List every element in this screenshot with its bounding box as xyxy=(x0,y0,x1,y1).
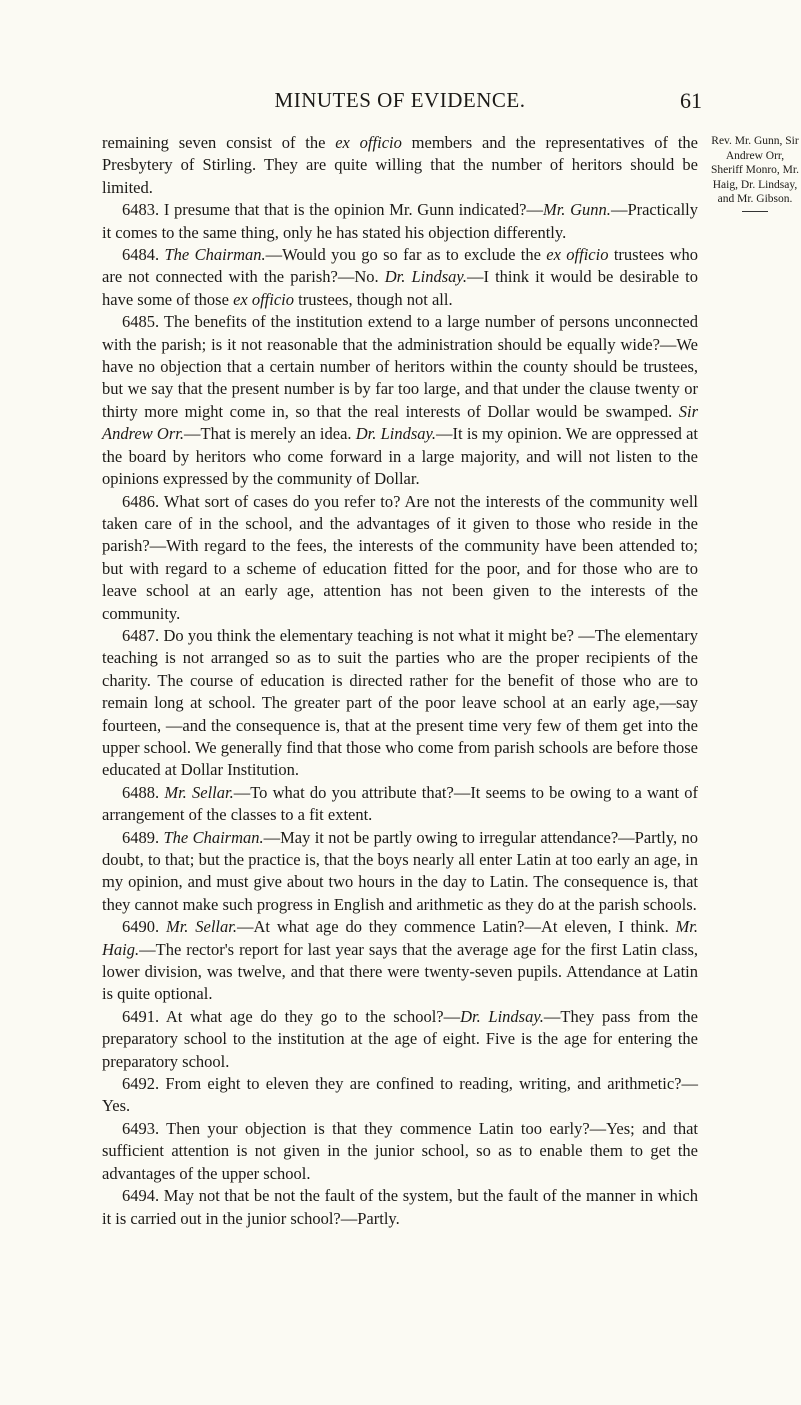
evidence-paragraph xyxy=(102,1073,698,1118)
paragraph-text: —To what do you attribute that?—It seems to be owing to a want of arrangement of the classes to a fit extent. xyxy=(102,782,699,825)
question-number: 6490. xyxy=(122,917,160,937)
speaker-or-term: The Chairman. xyxy=(163,827,264,847)
speaker-or-term: Mr. Haig. xyxy=(102,917,699,959)
paragraph-text: From eight to eleven they are confined to reading, writing, and arithmetic?—Yes. xyxy=(102,1074,698,1116)
evidence-paragraph xyxy=(102,199,698,244)
paragraph-text: Then your objection is that they commence Latin too early?—Yes; and that sufficient attention is not given in the junior school, so as to enable them to get the advantages of the upper school. xyxy=(102,1118,698,1183)
paragraph-text: —It is my opinion. We are oppressed at the board by heritors who come forward in a large majority, and will not listen to the opinions expressed by the community of Dollar. xyxy=(102,424,698,489)
speaker-or-term: ex officio xyxy=(335,133,402,152)
paragraph-text: May not that be not the fault of the system, but the fault of the manner in which it is carried out in the junior school?—Partly. xyxy=(102,1186,698,1228)
evidence-paragraph xyxy=(102,625,698,782)
paragraph-text: remaining seven consist of the xyxy=(102,133,336,152)
paragraph-text: trustees, though not all. xyxy=(294,289,453,309)
margin-note-rule xyxy=(742,211,768,212)
evidence-paragraph xyxy=(102,827,698,917)
paragraph-text: —That is merely an idea. xyxy=(183,424,356,444)
speaker-or-term: Dr. Lindsay. xyxy=(355,424,437,444)
question-number: 6492. xyxy=(122,1074,160,1094)
paragraph-text: —Practically it comes to the same thing, only he has stated his objection differently. xyxy=(102,200,698,242)
speaker-or-term: Mr. Gunn. xyxy=(542,200,611,220)
evidence-paragraph xyxy=(102,916,698,1006)
paragraph-text: —They pass from the preparatory school to the institution at the age of eight. Five is the age for entering the preparatory school. xyxy=(102,1006,698,1071)
paragraph-text: —At what age do they commence Latin?—At eleven, I think. xyxy=(236,917,676,937)
paragraph-text: I presume that that is the opinion Mr. Gunn indicated?— xyxy=(159,200,543,220)
question-number: 6484. xyxy=(122,245,160,265)
margin-note xyxy=(711,134,799,212)
paragraph-text: Do you think the elementary teaching is not what it might be? —The elementary teaching is not arranged so as to suit the parties who are the proper recipients of the charity. The course of education is directed rather for the benefit of those who are to remain long at school. The greater part of the poor leave school at an early age,—say fourteen, —and the consequence is, that at the present time very few of them get into the upper school. We generally find that those who come from parish schools are before those educated at Dollar Institution. xyxy=(102,625,698,780)
evidence-paragraph xyxy=(102,782,698,827)
question-number: 6493. xyxy=(122,1118,160,1138)
question-number: 6488. xyxy=(122,782,160,802)
question-number: 6485. xyxy=(122,312,160,332)
speaker-or-term: The Chairman. xyxy=(164,245,266,265)
paragraph-text: members and the representatives of the Presbytery of Stirling. They are quite willing that the number of heritors should be limited. xyxy=(102,133,699,197)
paragraph-text: The benefits of the institution extend to a large number of persons unconnected with the parish; is it not reasonable that the administration should be equally wide?—We have no objection that a certain number of heritors within the county should be trustees, but we say that the present number is by far too large, and that under the clause twenty or thirty more might come in, so that the real interests of Dollar would be swamped. xyxy=(102,312,698,421)
evidence-paragraph xyxy=(102,491,698,625)
paragraph-text: —Would you go so far as to exclude the xyxy=(265,245,547,265)
question-number: 6487. xyxy=(122,625,160,645)
evidence-text xyxy=(102,132,698,1230)
paragraph-text: trustees who are not connected with the parish?—No. xyxy=(102,245,698,287)
paragraph-text: —May it not be partly owing to irregular attendance?—Partly, no doubt, to that; but the practice is, that the boys nearly all enter Latin at too early an age, in my opinion, and must give about two hours in the day to Latin. The consequence is, that they cannot make such progress in English and arithmetic as they do at the parish schools. xyxy=(102,827,698,914)
paragraph-text: At what age do they go to the school?— xyxy=(159,1006,461,1026)
speaker-or-term: Sir Andrew Orr. xyxy=(102,401,698,444)
speaker-or-term: Dr. Lindsay. xyxy=(460,1006,544,1026)
page-number: 61 xyxy=(680,88,702,113)
page-header xyxy=(100,88,700,118)
evidence-paragraph xyxy=(102,1006,698,1073)
evidence-paragraph xyxy=(102,1185,698,1230)
paragraph-text: —I think it would be desirable to have some of those xyxy=(102,267,698,309)
question-number: 6486. xyxy=(122,491,160,511)
speaker-or-term: ex officio xyxy=(233,289,294,309)
paragraph-text: What sort of cases do you refer to? Are not the interests of the community well taken care of in the school, and the advantages of it given to those who reside in the parish?—With regard to the fees, the interests of the community have been attended to; but with regard to a scheme of education fitted for the poor, and for those who are to leave school at an early age, attention has not been given to the interests of the community. xyxy=(102,491,698,623)
evidence-paragraph xyxy=(102,1118,698,1185)
speaker-or-term: ex officio xyxy=(546,245,609,265)
question-number: 6491. xyxy=(122,1006,160,1026)
question-number: 6489. xyxy=(122,827,160,847)
question-number: 6483. xyxy=(122,200,160,220)
speaker-or-term: Mr. Sellar. xyxy=(164,782,234,802)
evidence-paragraph xyxy=(102,244,698,311)
evidence-paragraph xyxy=(102,311,698,490)
question-number: 6494. xyxy=(122,1186,160,1206)
paragraph-text: —The rector's report for last year says that the average age for the first Latin class, lower division, was twelve, and that there were twenty-seven pupils. Attendance at Latin is quite optional. xyxy=(102,939,698,1004)
running-head: MINUTES OF EVIDENCE. xyxy=(274,88,526,112)
evidence-paragraph xyxy=(102,132,698,199)
paragraph-text xyxy=(159,917,166,936)
margin-note-text: Rev. Mr. Gunn, Sir Andrew Orr, Sheriff Monro, Mr. Haig, Dr. Lindsay, and Mr. Gibson. xyxy=(711,135,799,206)
speaker-or-term: Dr. Lindsay. xyxy=(384,267,467,287)
speaker-or-term: Mr. Sellar. xyxy=(165,917,237,937)
